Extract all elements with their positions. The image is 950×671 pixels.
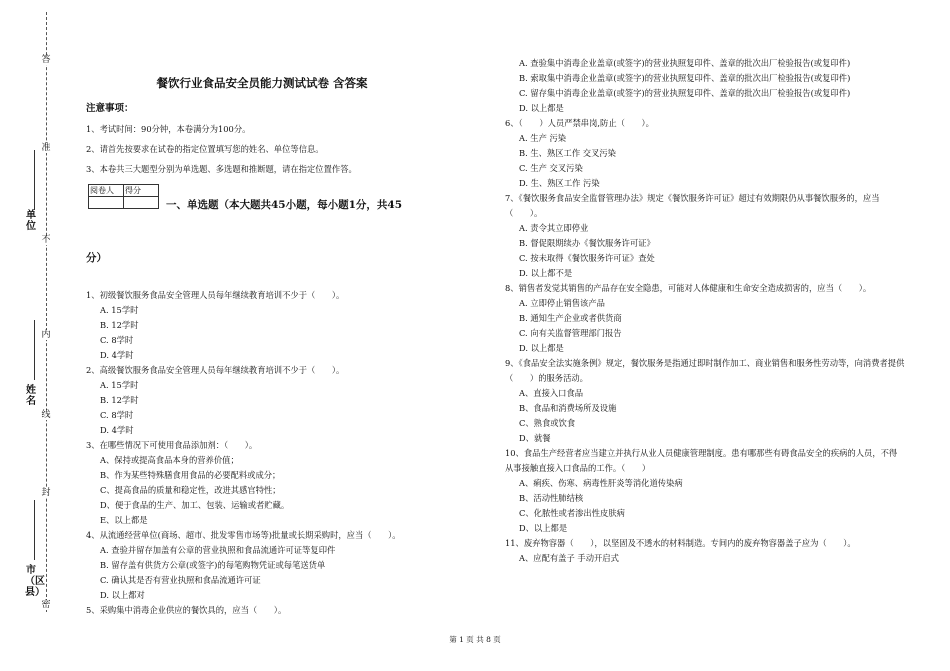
question-text: 4、从流通经营单位(商场、超市、批发零售市场等)批量或长期采购时，应当（ ）。	[86, 530, 401, 540]
answer-option[interactable]: D. 以上都是	[519, 343, 564, 353]
answer-option[interactable]: A. 责令其立即停业	[519, 223, 589, 233]
score-table	[88, 184, 159, 209]
answer-option[interactable]: B. 生、熟区工作 交叉污染	[519, 148, 616, 158]
answer-option[interactable]: A、应配有盖子 手动开启式	[519, 553, 619, 563]
binding-word: 准	[41, 143, 51, 153]
section-heading: 一、单选题（本大题共45小题，每小题1分，共45	[166, 199, 403, 211]
grader-header: 阅卷人	[89, 185, 124, 197]
binding-word: 线	[41, 410, 51, 420]
answer-option[interactable]: A. 15学时	[100, 305, 139, 315]
question-text: 5、采购集中消毒企业供应的餐饮具的，应当（ ）。	[86, 605, 287, 615]
answer-option[interactable]: C. 确认其是否有营业执照和食品流通许可证	[100, 575, 261, 585]
answer-option[interactable]: A. 15学时	[100, 380, 139, 390]
binding-word: 内	[41, 330, 51, 340]
section-heading-continued: 分）	[86, 252, 107, 264]
unit-underline	[34, 150, 35, 210]
question-text: 8、销售者发觉其销售的产品存在安全隐患，可能对人体健康和生命安全造成损害的，应当（ ）。	[505, 283, 872, 293]
answer-option[interactable]: A. 查验集中消毒企业盖章(或签字)的营业执照复印件、盖章的批次出厂检验报告(或复印件)	[519, 58, 851, 68]
question-text: 6、（ ）人员严禁串岗,防止（ ）。	[505, 118, 654, 128]
answer-option[interactable]: A、痢疾、伤寒、病毒性肝炎等消化道传染病	[519, 478, 683, 488]
answer-option[interactable]: D、以上都是	[519, 523, 568, 533]
answer-option[interactable]: A、直接入口食品	[519, 388, 584, 398]
left-question-list	[86, 288, 438, 618]
question-text: 2、高级餐饮服务食品安全管理人员每年继续教育培训不少于（ ）。	[86, 365, 345, 375]
answer-option[interactable]: B. 索取集中消毒企业盖章(或签字)的营业执照复印件、盖章的批次出厂检验报告(或复印件)	[519, 73, 851, 83]
answer-option[interactable]: B. 12学时	[100, 320, 139, 330]
answer-option[interactable]: C. 向有关监督管理部门报告	[519, 328, 622, 338]
question-text: 10、食品生产经营者应当建立并执行从业人员健康管理制度。患有哪那些有碍食品安全的疾病的人员，不得从事接触直接入口食品的工作。（ ）	[505, 448, 898, 473]
answer-option[interactable]: C、提高食品的质量和稳定性，改进其感官特性；	[100, 485, 281, 495]
unit-label: 单位	[26, 210, 36, 232]
answer-option[interactable]: E、以上都是	[100, 515, 148, 525]
left-column	[86, 72, 438, 618]
answer-option[interactable]: D. 以上都对	[100, 590, 145, 600]
name-label: 姓名	[26, 385, 36, 407]
answer-option[interactable]: B. 留存盖有供货方公章(或签字)的每笔购物凭证或每笔送货单	[100, 560, 326, 570]
note-item: 1、考试时间：90分钟，本卷满分为100分。	[86, 124, 251, 134]
answer-option[interactable]: B、作为某些特殊膳食用食品的必要配料或成分；	[100, 470, 281, 480]
answer-option[interactable]: D、就餐	[519, 433, 551, 443]
binding-margin	[0, 0, 60, 671]
answer-option[interactable]: B、活动性肺结核	[519, 493, 584, 503]
note-item: 2、请首先按要求在试卷的指定位置填写您的姓名、单位等信息。	[86, 144, 324, 154]
answer-option[interactable]: A. 查验并留存加盖有公章的营业执照和食品流通许可证等复印件	[100, 545, 336, 555]
question-text: 9、《食品安全法实施条例》规定，餐饮服务是指通过即时制作加工、商业销售和服务性劳动等，向消费者提供（ ）的服务活动。	[505, 358, 905, 383]
question-text: 11、废弃物容器（ ），以坚固及不透水的材料制造。专间内的废弃物容器盖子应为（ ）。	[505, 538, 856, 548]
question-text: 1、初级餐饮服务食品安全管理人员每年继续教育培训不少于（ ）。	[86, 290, 345, 300]
page-footer: 第 1 页 共 8 页	[449, 635, 501, 644]
binding-dashed-line	[46, 12, 47, 612]
answer-option[interactable]: D. 4学时	[100, 425, 134, 435]
answer-option[interactable]: B. 通知生产企业或者供货商	[519, 313, 622, 323]
score-cell[interactable]	[124, 197, 159, 209]
question-text: 7、《餐饮服务食品安全监督管理办法》规定《餐饮服务许可证》超过有效期限仍从事餐饮服务的，应当（ ）。	[505, 193, 880, 218]
grader-cell[interactable]	[89, 197, 124, 209]
answer-option[interactable]: C、化脓性或者渗出性皮肤病	[519, 508, 625, 518]
answer-option[interactable]: B. 12学时	[100, 395, 139, 405]
answer-option[interactable]: C. 生产 交叉污染	[519, 163, 583, 173]
answer-option[interactable]: D. 4学时	[100, 350, 134, 360]
answer-option[interactable]: B、食品和消费场所及设施	[519, 403, 617, 413]
note-item: 3、本卷共三大题型分别为单选题、多选题和推断题，请在指定位置作答。	[86, 164, 357, 174]
answer-option[interactable]: A. 生产 污染	[519, 133, 567, 143]
answer-option[interactable]: D. 以上都不是	[519, 268, 573, 278]
answer-option[interactable]: D. 生、熟区工作 污染	[519, 178, 600, 188]
binding-word: 答	[41, 55, 51, 65]
binding-word: 密	[41, 600, 51, 610]
answer-option[interactable]: C. 8学时	[100, 410, 134, 420]
answer-option[interactable]: B. 督促限期续办《餐饮服务许可证》	[519, 238, 655, 248]
district-label: 市（区县）	[25, 565, 45, 598]
answer-option[interactable]: D. 以上都是	[519, 103, 564, 113]
binding-word: 封	[41, 488, 51, 498]
answer-option[interactable]: C. 留存集中消毒企业盖章(或签字)的营业执照复印件、盖章的批次出厂检验报告(或复印件)	[519, 88, 851, 98]
right-column	[505, 56, 905, 566]
answer-option[interactable]: A. 立即停止销售该产品	[519, 298, 605, 308]
document-title: 餐饮行业食品安全员能力测试试卷 含答案	[156, 76, 368, 90]
right-question-list	[505, 56, 905, 566]
answer-option[interactable]: C. 按未取得《餐饮服务许可证》查处	[519, 253, 655, 263]
answer-option[interactable]: C. 8学时	[100, 335, 134, 345]
score-header: 得分	[124, 185, 159, 197]
answer-option[interactable]: A、保持或提高食品本身的营养价值；	[100, 455, 239, 465]
name-underline	[34, 320, 35, 380]
notes-heading: 注意事项：	[86, 103, 134, 114]
question-text: 3、在哪些情况下可使用食品添加剂：（ ）。	[86, 440, 258, 450]
binding-word: 不	[41, 235, 51, 245]
answer-option[interactable]: D、便于食品的生产、加工、包装、运输或者贮藏。	[100, 500, 290, 510]
district-underline	[34, 500, 35, 560]
answer-option[interactable]: C、熟食或饮食	[519, 418, 576, 428]
